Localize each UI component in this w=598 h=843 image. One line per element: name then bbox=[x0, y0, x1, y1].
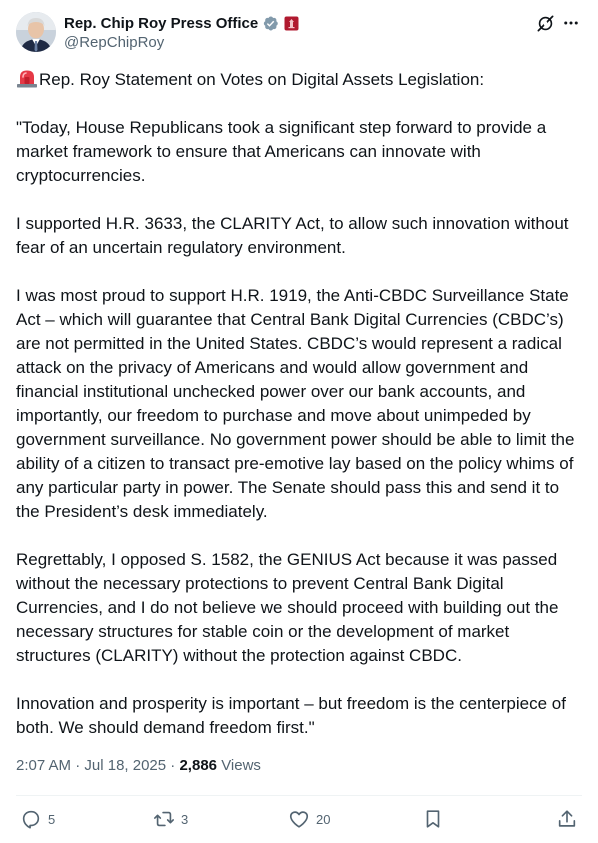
action-bar bbox=[16, 806, 582, 832]
reply-button[interactable] bbox=[20, 806, 55, 832]
tweet-paragraph: Rep. Roy Statement on Votes on Digital Assets Legislation: bbox=[16, 68, 584, 92]
reply-icon bbox=[20, 808, 42, 830]
author-names bbox=[64, 13, 299, 53]
grok-icon bbox=[536, 14, 555, 33]
views-count[interactable]: 2,886 bbox=[179, 757, 218, 774]
repost-icon bbox=[153, 808, 175, 830]
more-dots-icon bbox=[562, 14, 580, 32]
grok-button[interactable] bbox=[534, 12, 556, 34]
avatar[interactable] bbox=[16, 12, 56, 52]
author-handle[interactable]: @RepChipRoy bbox=[64, 34, 165, 51]
author-display-name[interactable]: Rep. Chip Roy Press Office bbox=[64, 14, 259, 32]
bookmark-button[interactable] bbox=[422, 806, 444, 832]
share-button[interactable] bbox=[556, 806, 578, 832]
tweet-paragraph: I was most proud to support H.R. 1919, the Anti-CBDC Surveillance State Act – which will guarantee that Central Bank Digital Currencies (CBDC’s) are not permitted in the United States. CBDC’s would represent a radical attack on the privacy of Americans and would allow government and financial institutional unchecked power over our bank accounts, and importantly, our freedom to purchase and move about unimpeded by government surveillance. No government power should be able to limit the ability of a citizen to transact pre-emotive lay based on the policy whims of any particular party in power. The Senate should pass this and send it to the President’s desk immediately. bbox=[16, 286, 575, 521]
tweet-time[interactable]: 2:07 AM bbox=[16, 757, 72, 774]
share-icon bbox=[556, 808, 578, 830]
tweet-metadata bbox=[16, 755, 261, 777]
tweet-paragraph: I supported H.R. 3633, the CLARITY Act, to allow such innovation without fear of an uncertain regulatory environment. bbox=[16, 214, 569, 257]
tweet-header bbox=[16, 12, 582, 54]
like-count: 20 bbox=[316, 811, 331, 827]
bookmark-icon bbox=[422, 808, 444, 830]
meta-separator: · bbox=[170, 757, 176, 774]
repost-count: 3 bbox=[181, 811, 189, 827]
more-options-button[interactable] bbox=[560, 12, 582, 34]
tweet-paragraph: Innovation and prosperity is important – but freedom is the centerpiece of both. We should demand freedom first." bbox=[16, 694, 566, 737]
tweet-paragraph: Regrettably, I opposed S. 1582, the GENIUS Act because it was passed without the necessary protections to prevent Central Bank Digital Currencies, and I do not believe we should proceed with building out the necessary structures for stable coin or the development of market structures (CLARITY) without the protection against CBDC. bbox=[16, 550, 559, 665]
views-label: Views bbox=[221, 757, 261, 774]
heart-icon bbox=[288, 808, 310, 830]
repost-button[interactable] bbox=[153, 806, 188, 832]
verified-badge-icon[interactable] bbox=[262, 15, 279, 32]
tweet-date[interactable]: Jul 18, 2025 bbox=[84, 757, 167, 774]
avatar-photo bbox=[16, 12, 56, 52]
government-seal-icon[interactable] bbox=[284, 16, 299, 31]
tweet-paragraph: "Today, House Republicans took a significant step forward to provide a market framework to ensure that Americans can innovate with cryptocurrencies. bbox=[16, 118, 547, 185]
meta-separator: · bbox=[75, 757, 81, 774]
divider bbox=[16, 795, 582, 796]
tweet-text bbox=[16, 68, 584, 740]
siren-emoji bbox=[16, 68, 38, 88]
like-button[interactable] bbox=[288, 806, 330, 832]
reply-count: 5 bbox=[48, 811, 56, 827]
